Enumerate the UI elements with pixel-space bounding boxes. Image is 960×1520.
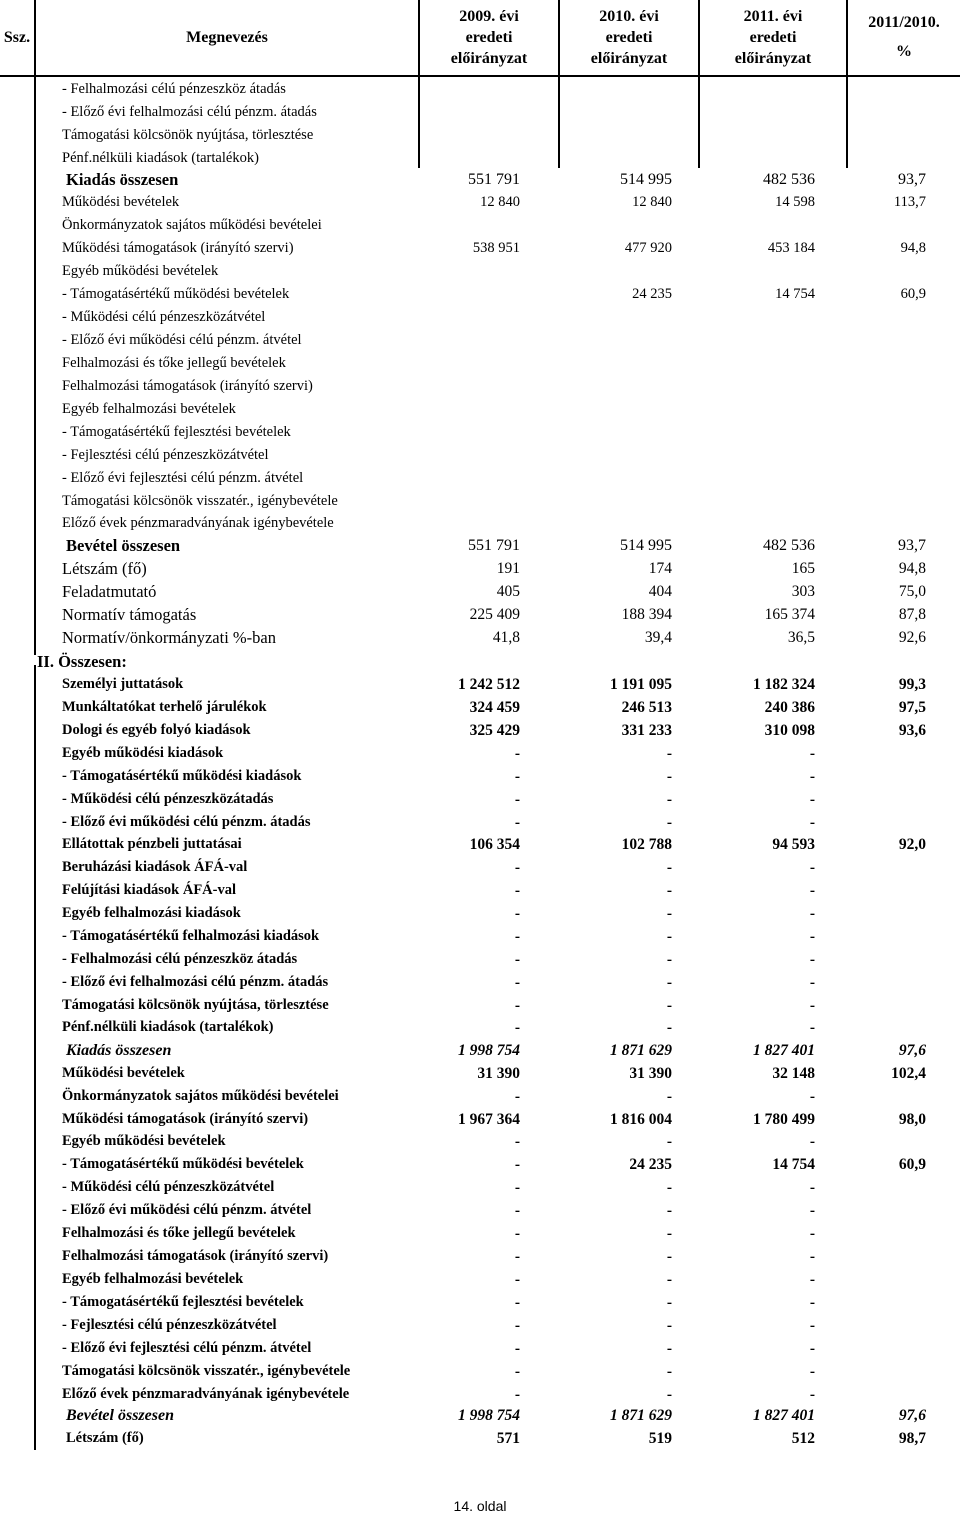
value-2011: - xyxy=(809,814,815,831)
value-2011: - xyxy=(809,1386,815,1403)
row-label: Támogatási kölcsönök visszatér., igénybevétele xyxy=(62,493,338,509)
value-2011: - xyxy=(809,905,815,922)
value-2011: 14 754 xyxy=(775,286,815,302)
value-2010: 519 xyxy=(648,1430,672,1447)
value-2009: - xyxy=(514,997,520,1014)
row-label: Létszám (fő) xyxy=(66,1430,144,1446)
value-2009: 405 xyxy=(496,583,520,600)
value-pct: 92,0 xyxy=(898,836,926,853)
value-2011: - xyxy=(809,974,815,991)
row-label: - Előző évi felhalmozási célú pénzm. átadás xyxy=(62,974,329,990)
table-row xyxy=(0,742,960,765)
value-2011: 165 374 xyxy=(764,606,815,623)
value-2010: - xyxy=(666,859,672,876)
value-pct: 93,7 xyxy=(898,537,926,554)
table-row xyxy=(0,1153,960,1176)
value-2010: 24 235 xyxy=(632,286,672,302)
value-2009: 41,8 xyxy=(492,629,520,646)
value-2010: - xyxy=(666,1317,672,1334)
table-row xyxy=(0,719,960,742)
value-2011: 32 148 xyxy=(772,1065,815,1082)
table-row xyxy=(0,788,960,811)
value-2011: - xyxy=(809,951,815,968)
value-2011: 165 xyxy=(791,560,815,577)
row-label: Egyéb működési bevételek xyxy=(62,1133,226,1149)
table-row xyxy=(0,902,960,925)
table-row xyxy=(0,214,960,237)
value-2009: 225 409 xyxy=(469,606,520,623)
table-row xyxy=(0,971,960,994)
row-label: Felújítási kiadások ÁFÁ-val xyxy=(62,882,237,898)
table-row xyxy=(0,1176,960,1199)
row-label: Dologi és egyéb folyó kiadások xyxy=(62,722,251,738)
header-ssz: Ssz. xyxy=(3,28,31,46)
table-row xyxy=(0,856,960,879)
value-pct: 94,8 xyxy=(900,240,926,256)
table-row xyxy=(0,580,960,603)
value-pct: 87,8 xyxy=(898,606,926,623)
table-row xyxy=(0,124,960,147)
value-2011: 512 xyxy=(791,1430,815,1447)
row-label: Munkáltatókat terhelő járulékok xyxy=(62,699,267,715)
table-row xyxy=(0,1268,960,1291)
value-2011: - xyxy=(809,1225,815,1242)
table-row xyxy=(0,78,960,101)
header-divider xyxy=(846,0,848,76)
value-pct: 97,5 xyxy=(898,699,926,716)
value-2010: - xyxy=(666,814,672,831)
value-2011: 482 536 xyxy=(763,171,815,188)
row-label: Létszám (fő) xyxy=(62,559,147,578)
row-label: Bevétel összesen xyxy=(66,1407,174,1424)
header-2009: 2009. évi eredeti előirányzat xyxy=(450,7,528,67)
row-label: - Működési célú pénzeszközátadás xyxy=(62,791,274,807)
table-row xyxy=(0,557,960,580)
header-divider xyxy=(698,0,700,76)
value-2011: 1 780 499 xyxy=(753,1111,815,1128)
row-label: Felhalmozási és tőke jellegű bevételek xyxy=(62,355,286,371)
value-2009: - xyxy=(514,814,520,831)
value-2010: 31 390 xyxy=(629,1065,672,1082)
header-bottom-rule xyxy=(0,75,960,77)
row-label: - Felhalmozási célú pénzeszköz átadás xyxy=(62,951,298,967)
row-label: - Működési célú pénzeszközátvétel xyxy=(62,1179,275,1195)
row-label: Egyéb felhalmozási bevételek xyxy=(62,401,236,417)
value-2010: - xyxy=(666,882,672,899)
row-label: Támogatási kölcsönök visszatér., igénybevétele xyxy=(62,1363,351,1379)
row-label: Támogatási kölcsönök nyújtása, törlesztése xyxy=(62,127,314,143)
table-row xyxy=(0,444,960,467)
row-label: II. Összesen: xyxy=(37,652,127,671)
table-row xyxy=(0,1130,960,1153)
table-row xyxy=(0,1404,960,1427)
value-2010: - xyxy=(666,1133,672,1150)
row-label: Normatív/önkormányzati %-ban xyxy=(62,628,276,647)
row-label: - Fejlesztési célú pénzeszközátvétel xyxy=(62,1317,277,1333)
value-2010: - xyxy=(666,1294,672,1311)
value-2009: - xyxy=(514,859,520,876)
table-row xyxy=(0,237,960,260)
table-row xyxy=(0,260,960,283)
value-2009: 1 998 754 xyxy=(458,1042,520,1059)
value-2011: - xyxy=(809,1202,815,1219)
row-label: Beruházási kiadások ÁFÁ-val xyxy=(62,859,248,875)
table-row xyxy=(0,306,960,329)
value-2009: 551 791 xyxy=(468,171,520,188)
table-row xyxy=(0,879,960,902)
row-label: Pénf.nélküli kiadások (tartalékok) xyxy=(62,1019,274,1035)
table-row xyxy=(0,650,960,673)
row-label: Működési bevételek xyxy=(62,194,180,210)
value-2009: - xyxy=(514,745,520,762)
header-divider xyxy=(418,0,420,76)
value-2010: 188 394 xyxy=(621,606,672,623)
row-label: Feladatmutató xyxy=(62,582,157,601)
row-label: Működési támogatások (irányító szervi) xyxy=(62,1111,309,1127)
value-2009: 31 390 xyxy=(477,1065,520,1082)
table-row xyxy=(0,603,960,626)
table-row xyxy=(0,101,960,124)
value-2009: - xyxy=(514,1156,520,1173)
value-2010: 404 xyxy=(648,583,672,600)
value-2011: 36,5 xyxy=(787,629,815,646)
table-row xyxy=(0,329,960,352)
table-row xyxy=(0,1314,960,1337)
row-label: Személyi juttatások xyxy=(62,676,184,692)
table-row xyxy=(0,1222,960,1245)
table-row xyxy=(0,467,960,490)
row-label: Egyéb működési kiadások xyxy=(62,745,224,761)
value-2011: - xyxy=(809,859,815,876)
value-2010: - xyxy=(666,1179,672,1196)
value-2009: 191 xyxy=(496,560,520,577)
table-row xyxy=(0,1085,960,1108)
value-2009: - xyxy=(514,768,520,785)
table-row xyxy=(0,1108,960,1131)
value-2011: 240 386 xyxy=(764,699,815,716)
value-2009: - xyxy=(514,928,520,945)
value-2010: - xyxy=(666,1363,672,1380)
table-header xyxy=(0,0,960,76)
value-pct: 99,3 xyxy=(898,676,926,693)
header-divider xyxy=(34,0,36,76)
table-row xyxy=(0,696,960,719)
value-2009: 1 242 512 xyxy=(458,676,520,693)
value-2009: - xyxy=(514,882,520,899)
value-2010: - xyxy=(666,1225,672,1242)
value-2011: - xyxy=(809,745,815,762)
value-2010: 1 816 004 xyxy=(610,1111,672,1128)
value-2009: 571 xyxy=(496,1430,520,1447)
table-row xyxy=(0,1199,960,1222)
value-2009: - xyxy=(514,1225,520,1242)
value-2010: 1 871 629 xyxy=(610,1407,672,1424)
row-label: - Támogatásértékű felhalmozási kiadások xyxy=(62,928,320,944)
table-row xyxy=(0,1383,960,1406)
table-row xyxy=(0,421,960,444)
table-row xyxy=(0,994,960,1017)
value-pct: 94,8 xyxy=(898,560,926,577)
row-label: Előző évek pénzmaradványának igénybevétele xyxy=(62,1386,350,1402)
table-row xyxy=(0,1245,960,1268)
value-2011: - xyxy=(809,1179,815,1196)
value-2010: 1 191 095 xyxy=(610,676,672,693)
value-2010: - xyxy=(666,974,672,991)
table-row xyxy=(0,811,960,834)
value-2009: - xyxy=(514,791,520,808)
value-2010: - xyxy=(666,951,672,968)
value-2011: - xyxy=(809,1363,815,1380)
value-2009: 106 354 xyxy=(469,836,520,853)
table-row xyxy=(0,1337,960,1360)
value-2010: 1 871 629 xyxy=(610,1042,672,1059)
table-row xyxy=(0,925,960,948)
table-row xyxy=(0,626,960,649)
table-row xyxy=(0,1291,960,1314)
row-label: Felhalmozási és tőke jellegű bevételek xyxy=(62,1225,296,1241)
value-pct: 92,6 xyxy=(898,629,926,646)
value-2010: - xyxy=(666,745,672,762)
value-2009: - xyxy=(514,905,520,922)
value-2010: - xyxy=(666,1088,672,1105)
row-label: Kiadás összesen xyxy=(66,1042,172,1059)
value-2009: 325 429 xyxy=(469,722,520,739)
value-2009: 1 967 364 xyxy=(458,1111,520,1128)
value-2011: - xyxy=(809,1294,815,1311)
table-row xyxy=(0,147,960,170)
table-row xyxy=(0,512,960,535)
value-2010: 246 513 xyxy=(621,699,672,716)
value-2011: - xyxy=(809,928,815,945)
value-2009: 12 840 xyxy=(480,194,520,210)
value-2010: 477 920 xyxy=(624,240,672,256)
row-label: - Előző évi fejlesztési célú pénzm. átvétel xyxy=(62,470,304,486)
row-label: - Előző évi működési célú pénzm. átadás xyxy=(62,814,311,830)
row-label: - Előző évi működési célú pénzm. átvétel xyxy=(62,1202,312,1218)
value-2010: 39,4 xyxy=(644,629,672,646)
row-label: Kiadás összesen xyxy=(66,170,179,189)
row-label: Felhalmozási támogatások (irányító szervi) xyxy=(62,378,313,394)
value-2009: - xyxy=(514,1317,520,1334)
row-label: - Támogatásértékű működési kiadások xyxy=(62,768,302,784)
value-2010: - xyxy=(666,1202,672,1219)
header-divider xyxy=(558,0,560,76)
row-label: Önkormányzatok sajátos működési bevételei xyxy=(62,1088,339,1104)
value-2009: - xyxy=(514,1133,520,1150)
table-row xyxy=(0,1360,960,1383)
value-2010: 514 995 xyxy=(620,171,672,188)
row-label: - Támogatásértékű működési bevételek xyxy=(62,1156,304,1172)
table-row xyxy=(0,398,960,421)
value-2010: - xyxy=(666,768,672,785)
value-2009: - xyxy=(514,1271,520,1288)
table-row xyxy=(0,765,960,788)
value-2009: - xyxy=(514,1363,520,1380)
value-2009: - xyxy=(514,1202,520,1219)
value-2009: 324 459 xyxy=(469,699,520,716)
table-row xyxy=(0,1062,960,1085)
row-label: Egyéb felhalmozási kiadások xyxy=(62,905,241,921)
row-label: Normatív támogatás xyxy=(62,605,197,624)
value-2009: - xyxy=(514,1386,520,1403)
value-2011: 1 827 401 xyxy=(753,1042,815,1059)
value-pct: 102,4 xyxy=(891,1065,926,1082)
table-row xyxy=(0,673,960,696)
value-2010: 331 233 xyxy=(621,722,672,739)
value-2010: - xyxy=(666,905,672,922)
page-number: 14. oldal xyxy=(453,1498,507,1514)
value-2011: 1 182 324 xyxy=(753,676,815,693)
value-2009: - xyxy=(514,1294,520,1311)
header-2010: 2010. évi eredeti előirányzat xyxy=(590,7,668,67)
row-label: - Előző évi működési célú pénzm. átvétel xyxy=(62,332,302,348)
value-2011: - xyxy=(809,1019,815,1036)
value-2010: - xyxy=(666,1019,672,1036)
value-2011: 453 184 xyxy=(767,240,815,256)
table-row xyxy=(0,948,960,971)
value-pct: 113,7 xyxy=(893,194,926,210)
table-row xyxy=(0,283,960,306)
value-2010: - xyxy=(666,1386,672,1403)
value-2011: - xyxy=(809,1088,815,1105)
value-2011: - xyxy=(809,1271,815,1288)
value-2010: 12 840 xyxy=(632,194,672,210)
row-label: - Támogatásértékű fejlesztési bevételek xyxy=(62,424,291,440)
row-label: - Támogatásértékű fejlesztési bevételek xyxy=(62,1294,304,1310)
value-2009: - xyxy=(514,1088,520,1105)
value-2009: - xyxy=(514,1340,520,1357)
value-2011: - xyxy=(809,1133,815,1150)
table-row xyxy=(0,1016,960,1039)
row-label: - Felhalmozási célú pénzeszköz átadás xyxy=(62,81,286,97)
value-2011: - xyxy=(809,1317,815,1334)
row-label: Működési bevételek xyxy=(62,1065,185,1081)
value-pct: 60,9 xyxy=(900,286,926,302)
value-2011: 14 754 xyxy=(772,1156,815,1173)
row-label: Felhalmozási támogatások (irányító szervi) xyxy=(62,1248,329,1264)
value-pct: 60,9 xyxy=(898,1156,926,1173)
table-row xyxy=(0,490,960,513)
table-row xyxy=(0,168,960,191)
value-pct: 98,7 xyxy=(898,1430,926,1447)
row-label: - Támogatásértékű működési bevételek xyxy=(62,286,290,302)
value-2010: 24 235 xyxy=(629,1156,672,1173)
value-2011: 94 593 xyxy=(772,836,815,853)
row-label: - Működési célú pénzeszközátvétel xyxy=(62,309,266,325)
table-row xyxy=(0,534,960,557)
table-row xyxy=(0,833,960,856)
row-label: Pénf.nélküli kiadások (tartalékok) xyxy=(62,150,259,166)
value-2010: - xyxy=(666,1248,672,1265)
value-pct: 97,6 xyxy=(898,1042,926,1059)
value-2009: - xyxy=(514,951,520,968)
value-2010: - xyxy=(666,997,672,1014)
table-row xyxy=(0,1427,960,1450)
value-pct: 93,6 xyxy=(898,722,926,739)
row-label: Önkormányzatok sajátos működési bevételei xyxy=(62,217,322,233)
row-label: Egyéb felhalmozási bevételek xyxy=(62,1271,244,1287)
value-2011: 1 827 401 xyxy=(753,1407,815,1424)
value-pct: 97,6 xyxy=(898,1407,926,1424)
row-label: Egyéb működési bevételek xyxy=(62,263,219,279)
value-2009: 538 951 xyxy=(472,240,520,256)
value-2011: 14 598 xyxy=(775,194,815,210)
value-2009: 551 791 xyxy=(468,537,520,554)
value-2011: - xyxy=(809,1248,815,1265)
value-pct: 75,0 xyxy=(898,583,926,600)
value-2010: 514 995 xyxy=(620,537,672,554)
value-pct: 98,0 xyxy=(898,1111,926,1128)
value-2009: - xyxy=(514,974,520,991)
value-2010: 174 xyxy=(648,560,672,577)
value-2009: - xyxy=(514,1248,520,1265)
value-2011: - xyxy=(809,791,815,808)
table-row xyxy=(0,191,960,214)
value-2011: - xyxy=(809,1340,815,1357)
value-2011: 310 098 xyxy=(764,722,815,739)
row-label: Ellátottak pénzbeli juttatásai xyxy=(62,836,242,852)
value-2010: - xyxy=(666,1271,672,1288)
row-label: - Fejlesztési célú pénzeszközátvétel xyxy=(62,447,269,463)
value-2011: - xyxy=(809,882,815,899)
value-2010: - xyxy=(666,791,672,808)
value-2010: - xyxy=(666,928,672,945)
header-megnevezes: Megnevezés xyxy=(186,28,268,46)
row-label: Működési támogatások (irányító szervi) xyxy=(62,240,294,256)
value-2010: 102 788 xyxy=(621,836,672,853)
value-2011: 482 536 xyxy=(763,537,815,554)
table-row xyxy=(0,375,960,398)
row-label: Bevétel összesen xyxy=(66,536,181,555)
value-2009: - xyxy=(514,1179,520,1196)
row-label: - Előző évi fejlesztési célú pénzm. átvétel xyxy=(62,1340,312,1356)
row-label: Előző évek pénzmaradványának igénybevétele xyxy=(62,515,334,531)
row-label: - Előző évi felhalmozási célú pénzm. átadás xyxy=(62,104,317,120)
value-2011: 303 xyxy=(791,583,815,600)
value-2009: - xyxy=(514,1019,520,1036)
value-pct: 93,7 xyxy=(898,171,926,188)
value-2011: - xyxy=(809,768,815,785)
value-2009: 1 998 754 xyxy=(458,1407,520,1424)
header-2011: 2011. évi eredeti előirányzat xyxy=(734,7,812,67)
row-label: Támogatási kölcsönök nyújtása, törlesztése xyxy=(62,997,329,1013)
table-row xyxy=(0,1039,960,1062)
value-2011: - xyxy=(809,997,815,1014)
table-row xyxy=(0,352,960,375)
value-2010: - xyxy=(666,1340,672,1357)
header-pct: 2011/2010. % xyxy=(868,14,940,60)
